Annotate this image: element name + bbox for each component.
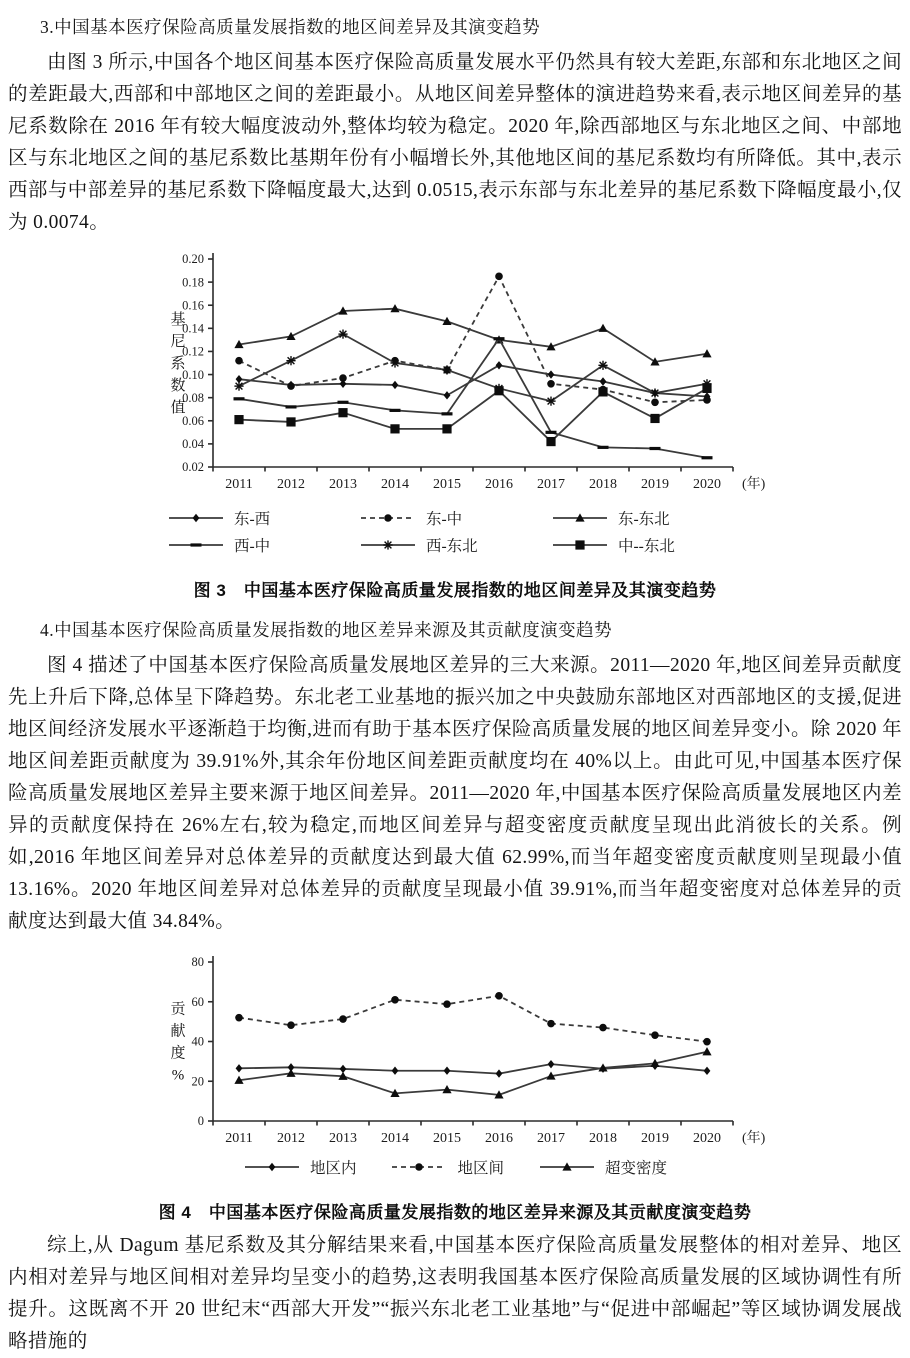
legend-label: 地区内 [309,1160,357,1177]
square-marker [546,437,555,446]
svg-text:0.14: 0.14 [182,321,204,336]
svg-text:2019: 2019 [641,1131,669,1146]
svg-text:献: 献 [170,1023,186,1040]
legend-sample-dash [167,537,225,553]
circle-marker [651,1031,659,1039]
svg-text:0: 0 [197,1114,204,1129]
svg-text:2013: 2013 [329,1131,357,1146]
diamond-marker [600,377,607,385]
diamond-marker [392,381,399,389]
x-tick-labels [225,475,765,492]
diamond-marker [444,1067,451,1075]
legend-sample-asterisk [359,537,417,553]
section4-heading: 4.中国基本医疗保险高质量发展指数的地区差异来源及其贡献度演变趋势 [40,620,613,640]
square-marker [234,415,243,424]
dash-marker [494,337,505,340]
circle-marker [416,1163,424,1171]
triangle-marker [702,1047,711,1055]
series-中--东北 [234,384,711,446]
circle-marker [547,380,555,388]
square-marker [286,417,295,426]
svg-text:60: 60 [191,994,204,1009]
legend-item [167,507,359,529]
legend-label: 超变密度 [605,1160,668,1177]
series-line [239,334,707,401]
svg-text:20: 20 [191,1074,204,1089]
svg-text:40: 40 [191,1034,204,1049]
diamond-marker [236,1064,243,1072]
legend-label: 东-东北 [618,511,670,528]
svg-text:0.12: 0.12 [182,344,204,359]
dash-marker [234,397,245,400]
svg-text:2012: 2012 [277,477,305,492]
svg-text:度: 度 [170,1045,186,1062]
legend-item [167,534,359,556]
circle-marker [287,382,295,390]
diamond-marker [704,1067,711,1075]
figure4-caption: 图 4 中国基本医疗保险高质量发展指数的地区差异来源及其贡献度演变趋势 [158,1203,752,1222]
circle-marker [495,273,503,281]
svg-text:2017: 2017 [537,1131,565,1146]
square-marker [494,386,503,395]
asterisk-marker [442,365,451,374]
series-西-东北 [234,330,711,406]
legend-item [551,507,743,529]
svg-text:0.08: 0.08 [182,390,204,405]
legend-item [359,534,551,556]
svg-text:2011: 2011 [225,477,253,492]
dash-marker [598,446,609,449]
svg-text:0.20: 0.20 [182,252,204,267]
svg-text:2016: 2016 [485,477,513,492]
svg-text:2011: 2011 [225,1131,253,1146]
axes [208,956,733,1126]
diamond-marker [548,1060,555,1068]
x-tick-labels [225,1129,765,1146]
legend-sample-diamond [167,510,225,526]
dash-marker [546,431,557,434]
figure3-plot [156,249,796,503]
legend-sample-triangle [538,1159,596,1175]
legend-label: 西-东北 [426,538,478,555]
figure3-caption: 图 3 中国基本医疗保险高质量发展指数的地区间差异及其演变趋势 [193,581,717,600]
figure3 [8,249,902,601]
diamond-marker [496,361,503,369]
legend-sample-triangle [551,510,609,526]
paragraph-region-gap: 由图 3 所示,中国各个地区间基本医疗保险高质量发展水平仍然具有较大差距,东部和东北地区之间的差距最大,西部和中部地区之间的差距最小。从地区间差异整体的演进趋势来看,表示地区间差异的基尼系数除在 2016 年有较大幅度波动外,整体均较为稳定。2020 年,除西部地区与东北地区之间、中部地区与东北地区之间的基尼系数比基期年份有小幅增长外,其他地区间的基尼系数均有所降低。其中,表示西部与中部差异的基尼系数下降幅度最大,达到 0.0515,表示东部与东北差异的基尼系数下降幅度最小,仅为 0.0074。 [8,52,902,233]
legend-sample-circle [359,510,417,526]
asterisk-marker [546,397,555,406]
dash-marker [390,409,401,412]
asterisk-marker [598,361,607,370]
triangle-marker [598,324,607,332]
diamond-marker [444,391,451,399]
x-axis-unit: (年) [742,1131,766,1146]
legend-sample-square [551,537,609,553]
square-marker [702,384,711,393]
dash-marker [286,405,297,408]
diamond-marker [496,1069,503,1077]
square-marker [442,424,451,433]
x-axis-unit: (年) [742,477,766,492]
legend-label: 东-中 [426,511,463,528]
triangle-marker [702,349,711,357]
legend-label: 中--东北 [618,538,675,555]
svg-text:2019: 2019 [641,477,669,492]
asterisk-marker [383,540,392,549]
series-line [239,365,707,396]
series-line [239,309,707,362]
svg-text:数: 数 [170,378,186,394]
figure3-legend [167,507,743,556]
svg-text:%: % [171,1067,185,1084]
circle-marker [339,374,347,382]
square-marker [598,387,607,396]
figure4-plot [156,948,796,1154]
asterisk-marker [390,358,399,367]
series-line [239,996,707,1042]
svg-text:2014: 2014 [381,477,409,492]
y-tick-labels [192,955,205,1128]
paragraph-summary: 综上,从 Dagum 基尼系数及其分解结果来看,中国基本医疗保险高质量发展整体的相对差异、地区内相对差异与地区间相对差异均呈变小的趋势,这表明我国基本医疗保险高质量发展的区域协调性有所提升。这既离不开 20 世纪末“西部大开发”“振兴东北老工业基地”与“促进中部崛起”等区域协调发展战略措施的 [8,1235,902,1352]
svg-text:0.16: 0.16 [182,298,204,313]
y-axis-title [170,1001,186,1084]
diamond-marker [392,1067,399,1075]
circle-marker [495,992,503,1000]
svg-text:2018: 2018 [589,477,617,492]
legend-sample-diamond [243,1159,301,1175]
asterisk-marker [650,388,659,397]
series-地区间 [235,992,711,1045]
dash-marker [442,412,453,415]
svg-text:2020: 2020 [693,477,721,492]
legend-label: 东-西 [234,511,271,528]
svg-text:2016: 2016 [485,1131,513,1146]
diamond-marker [548,370,555,378]
figure4 [8,948,902,1223]
series-地区内 [236,1060,711,1078]
series-东-东北 [234,304,711,365]
circle-marker [703,1038,711,1046]
svg-text:2020: 2020 [693,1131,721,1146]
circle-marker [287,1021,295,1029]
svg-text:基: 基 [170,312,186,328]
asterisk-marker [234,382,243,391]
svg-text:尼: 尼 [170,334,186,350]
svg-text:2014: 2014 [381,1131,409,1146]
square-marker [650,414,659,423]
square-marker [390,424,399,433]
paragraph-sources: 图 4 描述了中国基本医疗保险高质量发展地区差异的三大来源。2011—2020 年,地区间差异贡献度先上升后下降,总体呈下降趋势。东北老工业基地的振兴加之中央鼓励东部地区对西部地区的支援,促进地区间经济发展水平逐渐趋于均衡,进而有助于基本医疗保险高质量发展的地区间差异变小。除 2020 年地区间差距贡献度为 39.91%外,其余年份地区间差距贡献度均在 40%以上。由此可见,中国基本医疗保险高质量发展地区差异主要来源于地区间差异。2011—2020 年,中国基本医疗保险高质量发展地区内差异的贡献度保持在 26%左右,较为稳定,而地区间差异与超变密度贡献度呈现出此消彼长的关系。例如,2016 年地区间差异对总体差异的贡献度达到最大值 62.99%,而当年超变密度贡献度则呈现最小值 13.16%。2020 年地区间差异对总体差异的贡献度呈现最小值 39.91%,而当年超变密度对总体差异的贡献度达到最大值 34.84%。 [8,655,902,932]
dash-marker [650,447,661,450]
series-东-中 [235,273,711,407]
circle-marker [443,1000,451,1008]
legend-label: 地区间 [457,1160,504,1177]
square-marker [575,540,584,549]
dash-marker [702,456,713,459]
circle-marker [651,398,659,406]
square-marker [338,408,347,417]
svg-text:0.18: 0.18 [182,275,204,290]
svg-text:2013: 2013 [329,477,357,492]
series-东-西 [236,361,711,401]
svg-text:0.02: 0.02 [182,460,204,475]
section3-heading: 3.中国基本医疗保险高质量发展指数的地区间差异及其演变趋势 [40,17,541,37]
dash-marker [338,401,349,404]
circle-marker [235,357,243,365]
svg-text:2017: 2017 [537,477,565,492]
circle-marker [547,1020,555,1028]
circle-marker [599,1024,607,1032]
svg-text:2012: 2012 [277,1131,305,1146]
svg-text:系: 系 [170,356,186,372]
legend-item [243,1156,357,1178]
svg-text:2015: 2015 [433,477,461,492]
y-tick-labels [182,252,205,474]
series-line [239,1052,707,1095]
svg-text:2015: 2015 [433,1131,461,1146]
svg-text:值: 值 [170,400,186,416]
svg-text:80: 80 [191,955,204,970]
diamond-marker [269,1163,276,1171]
svg-text:0.10: 0.10 [182,367,204,382]
circle-marker [235,1014,243,1022]
legend-item [390,1156,504,1178]
diamond-marker [193,514,200,522]
legend-label: 西-中 [234,538,271,555]
svg-text:0.06: 0.06 [182,413,204,428]
asterisk-marker [338,330,347,339]
figure4-legend [8,1156,902,1178]
series-line [239,388,707,441]
svg-text:贡: 贡 [170,1001,186,1018]
legend-item [359,507,551,529]
circle-marker [384,514,392,522]
triangle-marker [286,332,295,340]
legend-item [538,1156,667,1178]
svg-text:2018: 2018 [589,1131,617,1146]
circle-marker [703,396,711,404]
y-axis-title [170,310,185,416]
asterisk-marker [286,356,295,365]
legend-sample-circle [390,1159,448,1175]
legend-item [551,534,743,556]
circle-marker [339,1015,347,1023]
circle-marker [391,996,399,1004]
svg-text:0.04: 0.04 [182,437,204,452]
dash-marker [191,543,202,546]
